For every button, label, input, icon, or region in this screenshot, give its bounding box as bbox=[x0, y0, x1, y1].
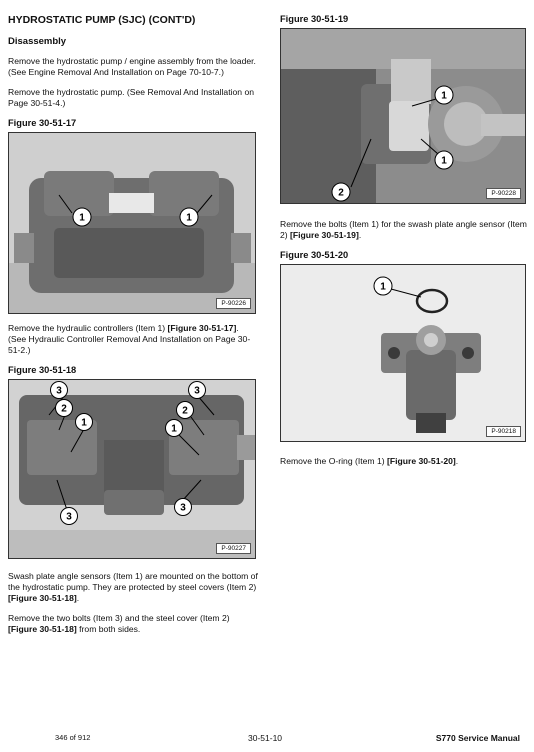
para-swash-sensors bbox=[8, 571, 258, 604]
para-remove-sensor-bolts bbox=[280, 219, 530, 241]
figure-reference: [Figure 30-51-17] bbox=[167, 323, 237, 333]
footer-manual-title: S770 Service Manual bbox=[435, 733, 520, 743]
para-text: Remove the O-ring (Item 1) bbox=[280, 456, 387, 466]
figure-reference: [Figure 30-51-18] bbox=[8, 593, 77, 603]
figure-reference: [Figure 30-51-19] bbox=[290, 230, 359, 240]
figure-reference: [Figure 30-51-18] bbox=[8, 624, 77, 634]
figure-label-17: Figure 30-51-17 bbox=[8, 118, 77, 128]
figure-photo-17 bbox=[8, 132, 256, 314]
photo-number-18: P-90227 bbox=[216, 543, 251, 554]
pump-photo-18 bbox=[9, 380, 255, 558]
figure-label-20: Figure 30-51-20 bbox=[280, 250, 349, 260]
callout-18-f: 1 bbox=[171, 423, 177, 435]
para-text: . bbox=[455, 456, 459, 466]
para-remove-oring bbox=[280, 456, 530, 467]
callout-18-d: 3 bbox=[194, 385, 200, 397]
figure-photo-18 bbox=[8, 379, 256, 559]
callout-19-a: 1 bbox=[441, 90, 447, 102]
right-column bbox=[280, 14, 530, 476]
callout-17-b: 1 bbox=[186, 212, 192, 224]
section-title: HYDROSTATIC PUMP (SJC) (CONT'D) bbox=[8, 14, 196, 26]
para-text: . bbox=[76, 593, 80, 603]
callout-19-c: 2 bbox=[338, 187, 344, 199]
para-text: Remove the two bolts (Item 3) and the steel cover (Item 2) bbox=[8, 613, 230, 623]
subhead-disassembly: Disassembly bbox=[8, 36, 67, 47]
oring-photo-20 bbox=[281, 265, 525, 441]
footer-page-count: 346 of 912 bbox=[55, 733, 91, 742]
para-remove-assembly: Remove the hydrostatic pump / engine assembly from the loader. (See Engine Removal And Installation on Page 70-10-7.) bbox=[8, 56, 256, 77]
left-column bbox=[8, 14, 258, 644]
photo-number-17: P-90226 bbox=[216, 298, 251, 309]
figure-photo-20 bbox=[280, 264, 526, 442]
footer-section-number: 30-51-10 bbox=[248, 733, 283, 743]
para-text: Remove the bolts (Item 1) for the swash plate angle sensor (Item 2) bbox=[280, 219, 527, 240]
para-remove-pump: Remove the hydrostatic pump. (See Removal And Installation on Page 30-51-4.) bbox=[8, 87, 255, 108]
callout-20-a: 1 bbox=[380, 281, 386, 293]
para-remove-controllers bbox=[8, 323, 258, 356]
callout-19-b: 1 bbox=[441, 155, 447, 167]
photo-number-20: P-90218 bbox=[486, 426, 521, 437]
para-text: . (See Hydraulic Controller Removal And Installation on Page 30-51-2.) bbox=[8, 323, 251, 355]
para-text: from both sides. bbox=[76, 624, 141, 634]
para-text: Swash plate angle sensors (Item 1) are mounted on the bottom of the hydrostatic pump. They are protected by steel covers (Item 2) bbox=[8, 571, 258, 592]
callout-18-c: 1 bbox=[81, 417, 87, 429]
pump-photo-17 bbox=[9, 133, 255, 313]
photo-number-19: P-90228 bbox=[486, 188, 521, 199]
para-text: Remove the hydraulic controllers (Item 1) bbox=[8, 323, 168, 333]
callout-18-b: 2 bbox=[61, 403, 67, 415]
callout-18-e: 2 bbox=[182, 405, 188, 417]
figure-label-19: Figure 30-51-19 bbox=[280, 14, 349, 24]
callout-18-a: 3 bbox=[56, 385, 62, 397]
sensor-photo-19 bbox=[281, 29, 525, 203]
figure-label-18: Figure 30-51-18 bbox=[8, 365, 77, 375]
callout-17-a: 1 bbox=[79, 212, 85, 224]
figure-photo-19 bbox=[280, 28, 526, 204]
callout-18-h: 3 bbox=[180, 502, 186, 514]
figure-reference: [Figure 30-51-20] bbox=[386, 456, 456, 466]
para-text: . bbox=[358, 230, 362, 240]
para-remove-bolts-cover bbox=[8, 613, 258, 635]
callout-18-g: 3 bbox=[66, 511, 72, 523]
